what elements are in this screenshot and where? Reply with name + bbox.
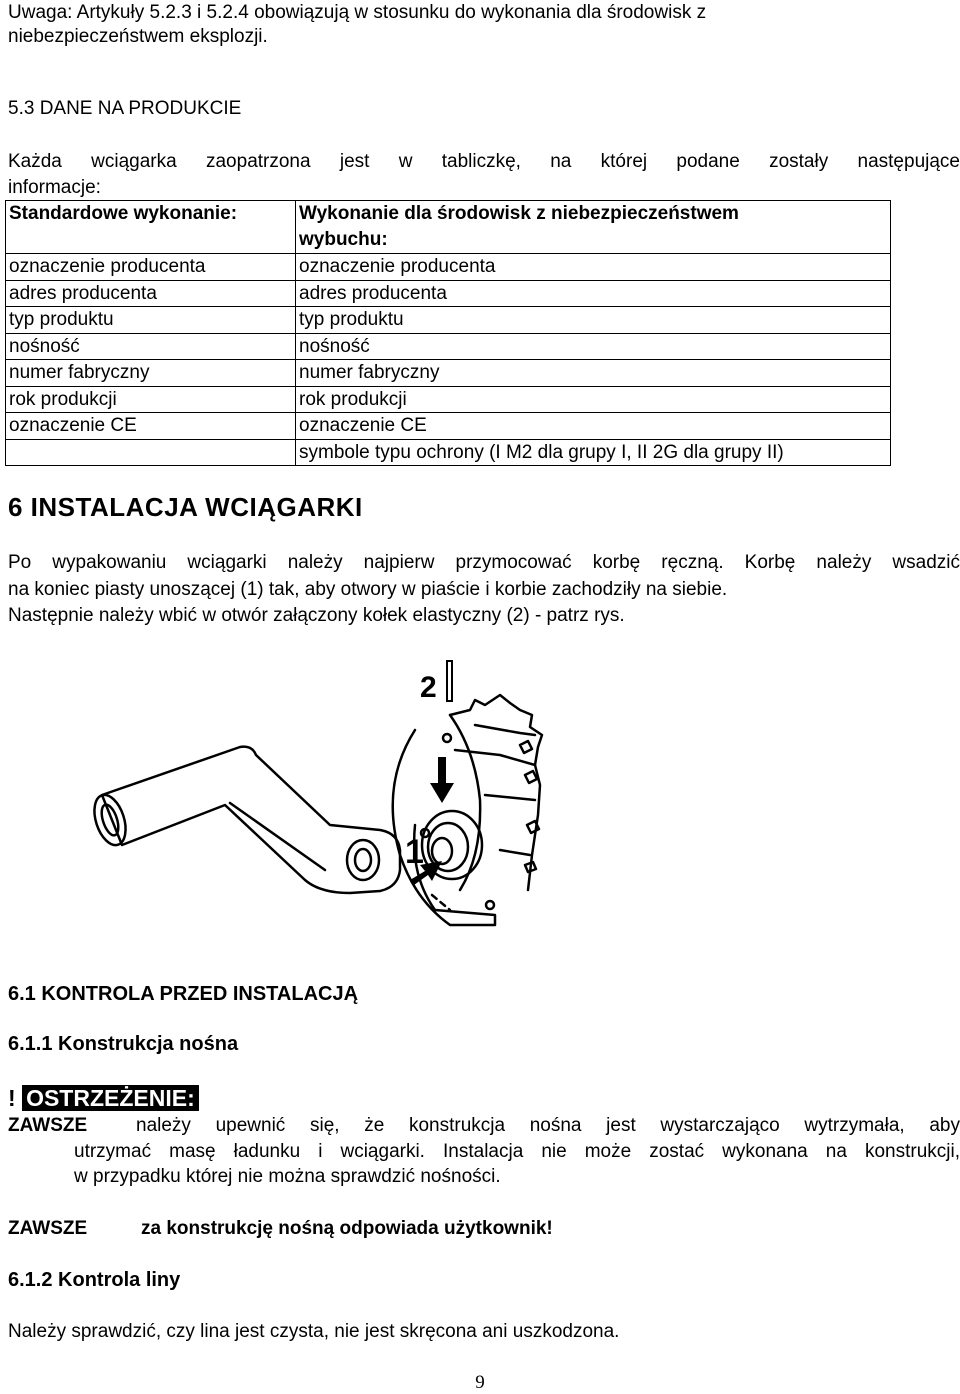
crank-grip-end [89,791,132,849]
table-cell-left: rok produkcji [6,386,296,413]
table-row [6,360,891,387]
table-row [6,307,891,334]
table-cell-left: typ produktu [6,307,296,334]
table-cell-left: adres producenta [6,280,296,307]
zawsze-1-line-2: utrzymać masę ładunku i wciągarki. Instalacja nie może zostać wykonana na konstrukcji, [74,1141,960,1162]
section-6-para-line-3: Następnie należy wbić w otwór załączony kołek elastyczny (2) - patrz rys. [8,605,625,626]
table-header-explosion [296,201,891,254]
table-header-explosion-line-2: wybuchu: [299,229,388,250]
table-header-row [6,201,891,254]
table-cell-left [6,439,296,466]
crank-installation-figure [80,655,560,945]
table-row [6,386,891,413]
table-cell-left: oznaczenie producenta [6,254,296,281]
table-cell-right: numer fabryczny [296,360,891,387]
section-6-1-2-para: Należy sprawdzić, czy lina jest czysta, nie jest skręcona ani uszkodzona. [8,1321,620,1342]
intro-line-2: niebezpieczeństwem eksplozji. [8,26,268,47]
figure-label-2: 2 [420,671,437,704]
page-number: 9 [475,1372,485,1393]
table-cell-right: oznaczenie producenta [296,254,891,281]
table-header-standard: Standardowe wykonanie: [6,201,296,254]
table-row [6,439,891,466]
table-row [6,333,891,360]
table-cell-right: adres producenta [296,280,891,307]
plate-bolt [443,734,451,742]
warning-banner [8,1085,199,1112]
section-6-1-2-heading: 6.1.2 Kontrola liny [8,1269,181,1291]
section-5-3-heading: 5.3 DANE NA PRODUKCIE [8,98,242,119]
intro-line-1: Uwaga: Artykuły 5.2.3 i 5.2.4 obowiązują w stosunku do wykonania dla środowisk z [8,2,707,23]
section-6-heading: 6 INSTALACJA WCIĄGARKI [8,492,363,522]
warning-label: OSTRZEŻENIE: [22,1085,199,1111]
table-row [6,254,891,281]
section-5-3-para-line-1: Każda wciągarka zaopatrzona jest w tabliczkę, na której podane zostały następujące [8,151,960,172]
section-6-para-line-2: na koniec piasty unoszącej (1) tak, aby otwory w piaście i korbie zachodziły na siebie. [8,579,728,600]
zawsze-2-label: ZAWSZE [8,1218,88,1239]
spring-pin [447,661,452,701]
section-6-1-1-heading: 6.1.1 Konstrukcja nośna [8,1033,239,1055]
zawsze-1-line-3: w przypadku której nie można sprawdzić nośności. [74,1166,501,1187]
table-cell-left: nośność [6,333,296,360]
warning-icon: ! [8,1085,16,1111]
product-data-table [5,200,891,466]
section-6-1-heading: 6.1 KONTROLA PRZED INSTALACJĄ [8,983,359,1005]
arrow-pin-icon [430,757,454,803]
zawsze-1-label: ZAWSZE [8,1115,88,1136]
zawsze-2-text: za konstrukcję nośną odpowiada użytkownik! [141,1218,553,1239]
plate-bolt [486,901,494,909]
table-header-explosion-line-1: Wykonanie dla środowisk z niebezpieczeństwem [299,203,739,224]
table-row [6,413,891,440]
section-5-3-para-line-2: informacje: [8,177,101,198]
table-cell-right: oznaczenie CE [296,413,891,440]
table-cell-right: symbole typu ochrony (I M2 dla grupy I, II 2G dla grupy II) [296,439,891,466]
table-row [6,280,891,307]
section-6-para-line-1: Po wypakowaniu wciągarki należy najpierw przymocować korbę ręczną. Korbę należy wsadzić [8,552,960,573]
crank-handle [102,747,400,893]
table-cell-right: nośność [296,333,891,360]
table-cell-right: rok produkcji [296,386,891,413]
table-cell-right: typ produktu [296,307,891,334]
figure-label-1: 1 [405,833,424,871]
table-cell-left: oznaczenie CE [6,413,296,440]
zawsze-1-line-1: należy upewnić się, że konstrukcja nośna jest wystarczająco wytrzymała, aby [136,1115,960,1136]
table-cell-left: numer fabryczny [6,360,296,387]
